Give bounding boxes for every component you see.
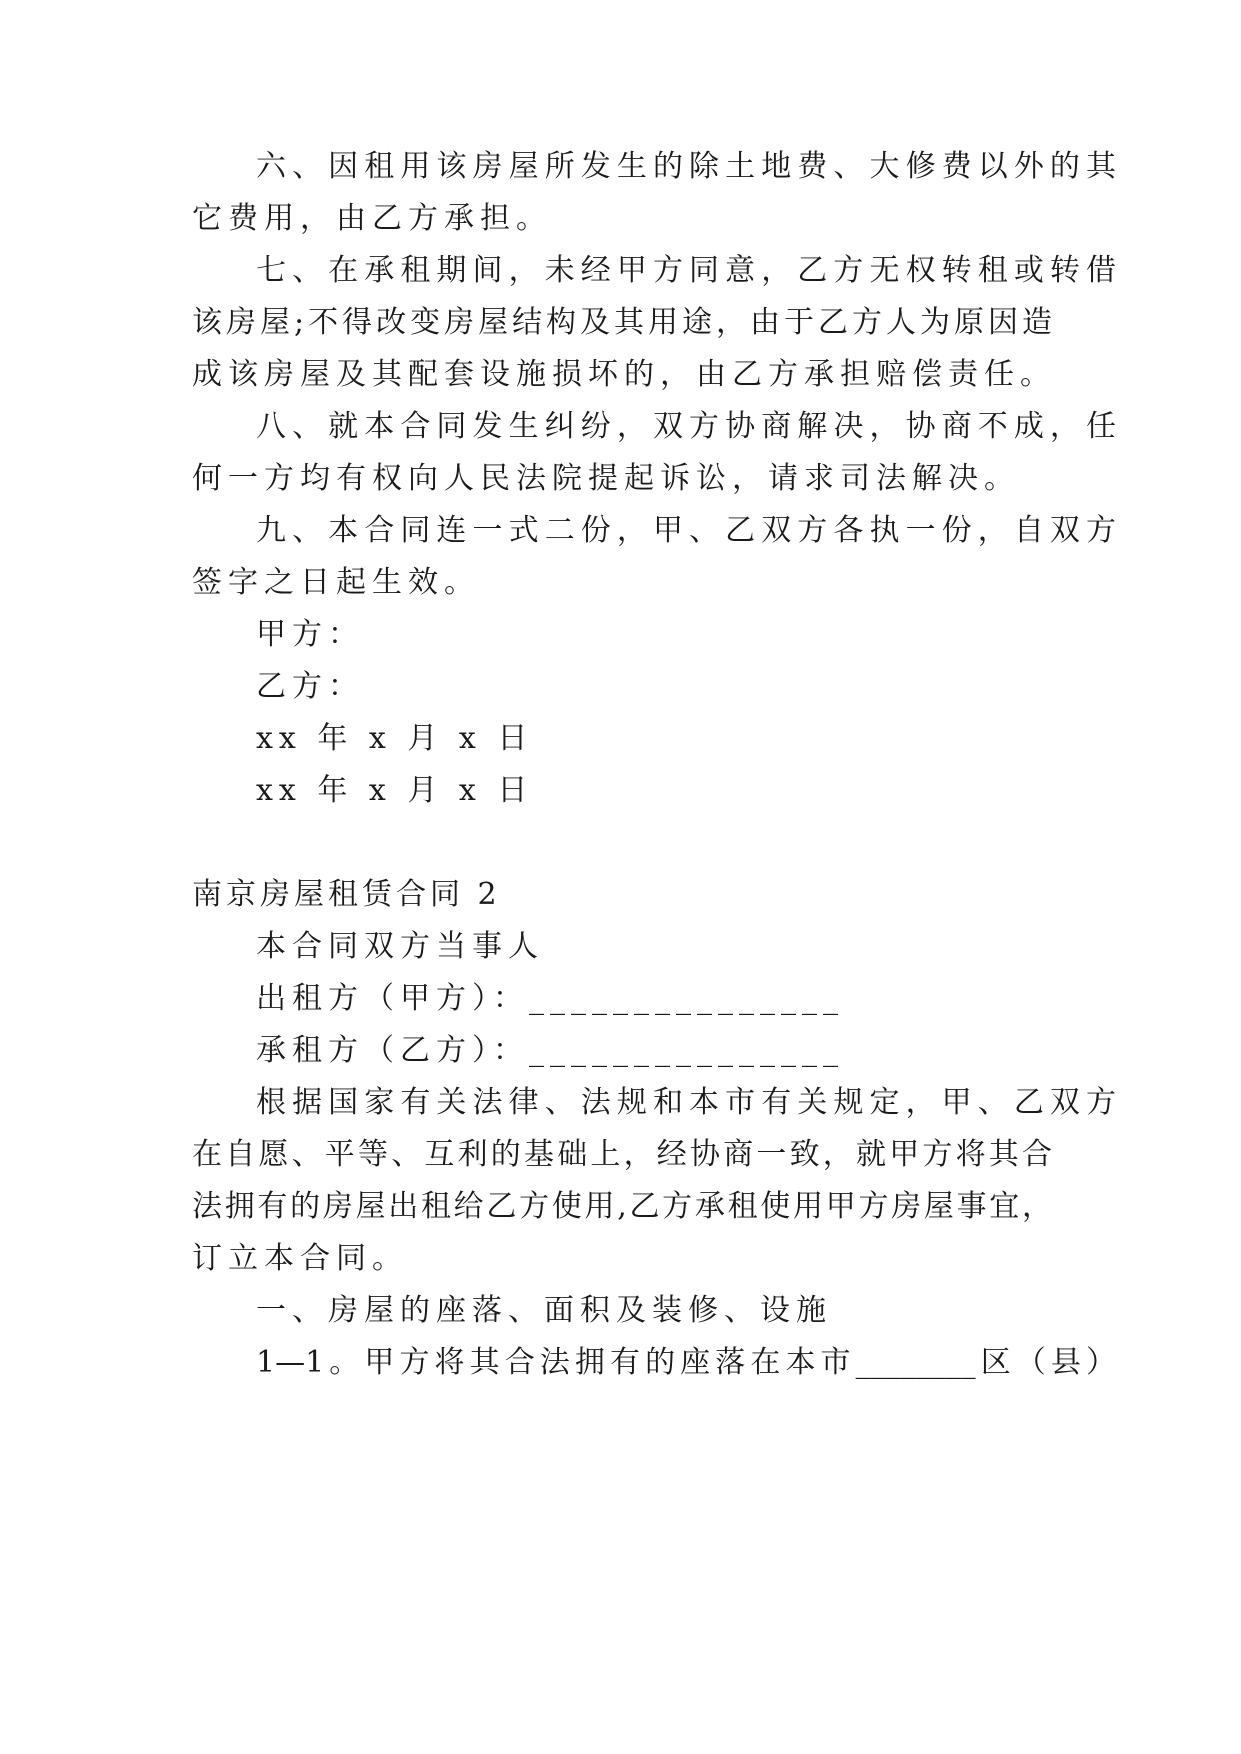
lessor-line: 出租方（甲方）：_______________	[256, 981, 844, 1016]
preamble-line-4: 订立本合同。	[192, 1241, 408, 1276]
clause-8-line-2: 何一方均有权向人民法院提起诉讼，请求司法解决。	[192, 461, 1020, 496]
date-line-1: xx 年 x 月 x 日	[256, 721, 534, 756]
preamble-line-1: 根据国家有关法律、法规和本市有关规定，甲、乙双方	[256, 1085, 1116, 1120]
clause-7-line-3: 成该房屋及其配套设施损坏的，由乙方承担赔偿责任。	[192, 357, 1056, 392]
clause-7-line-1: 七、在承租期间，未经甲方同意，乙方无权转租或转借	[256, 253, 1116, 288]
date-line-2: xx 年 x 月 x 日	[256, 773, 534, 808]
party-b-signature-label: 乙方：	[256, 669, 364, 704]
clause-9-line-1: 九、本合同连一式二份，甲、乙双方各执一份，自双方	[256, 513, 1116, 548]
section-1-heading: 一、房屋的座落、面积及装修、设施	[256, 1293, 832, 1328]
clause-9-line-2: 签字之日起生效。	[192, 565, 480, 600]
preamble-line-3: 法拥有的房屋出租给乙方使用,乙方承租使用甲方房屋事宜，	[192, 1189, 1052, 1224]
preamble-line-2: 在自愿、平等、互利的基础上，经协商一致，就甲方将其合	[192, 1137, 1052, 1172]
clause-8-line-1: 八、就本合同发生纠纷，双方协商解决，协商不成，任	[256, 409, 1116, 444]
lessee-line: 承租方（乙方）：_______________	[256, 1033, 844, 1068]
clause-7-line-2: 该房屋;不得改变房屋结构及其用途，由于乙方人为原因造	[192, 305, 1052, 340]
section-1-clause-1: 1—1。甲方将其合法拥有的座落在本市________区（县）	[256, 1345, 1116, 1380]
contract-2-title: 南京房屋租赁合同 2	[192, 877, 501, 912]
party-a-signature-label: 甲方：	[256, 617, 364, 652]
contract-parties-heading: 本合同双方当事人	[256, 929, 544, 964]
clause-6-line-2: 它费用，由乙方承担。	[192, 201, 552, 236]
clause-6-line-1: 六、因租用该房屋所发生的除土地费、大修费以外的其	[256, 149, 1116, 184]
